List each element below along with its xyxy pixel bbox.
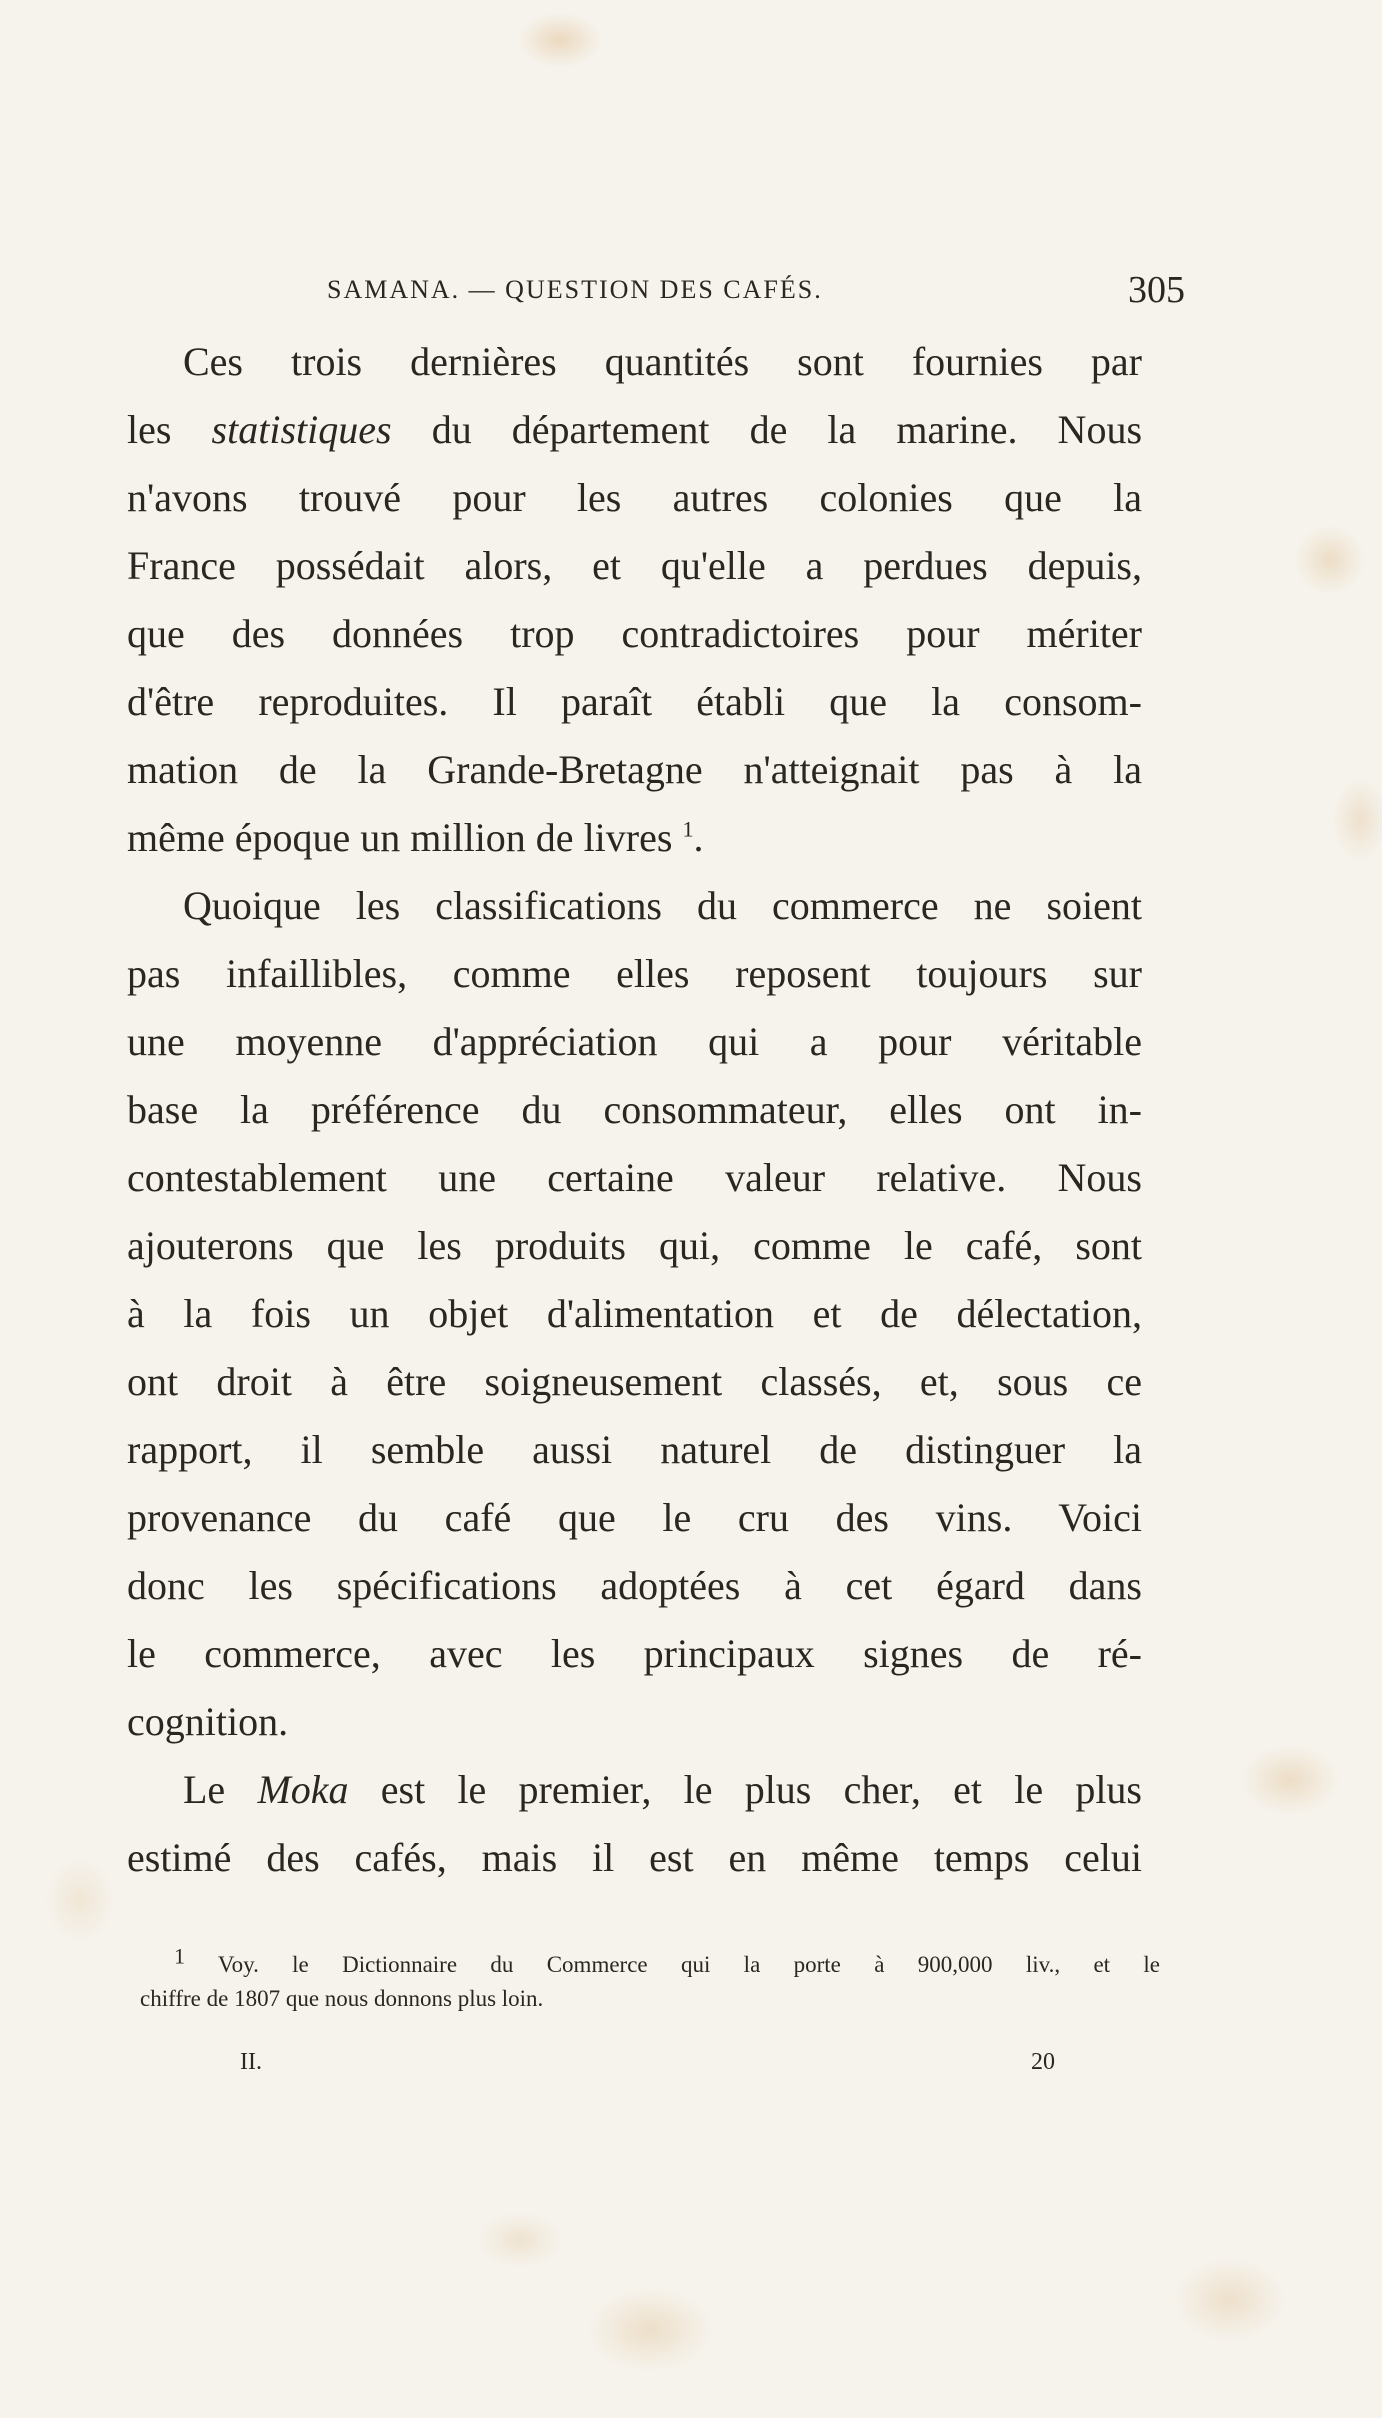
text-line: provenance du café que le cru des vins. Voici xyxy=(127,1495,1142,1540)
text-span: est le premier, le plus cher, et le plus xyxy=(380,1767,1143,1812)
text-line: Ces trois dernières quantités sont fournies par xyxy=(183,339,1142,384)
text-line xyxy=(127,396,1142,464)
signature-line xyxy=(240,2042,1055,2082)
text-line: d'être reproduites. Il paraît établi que la consom- xyxy=(127,679,1142,724)
text-line: pas infaillibles, comme elles reposent toujours sur xyxy=(127,951,1142,996)
text-line: que des données trop contradictoires pour mériter xyxy=(127,611,1142,656)
text-line: estimé des cafés, mais il est en même temps celui xyxy=(127,1835,1142,1880)
footnote-line: chiffre de 1807 que nous donnons plus loin. xyxy=(140,1986,544,2011)
text-span: du département de la marine. Nous xyxy=(431,407,1143,452)
text-span: . xyxy=(693,815,704,860)
text-line: contestablement une certaine valeur relative. Nous xyxy=(127,1155,1142,1200)
italic-term: Moka xyxy=(257,1767,349,1812)
text-span: même époque un million de livres xyxy=(127,815,673,860)
footnote-ref: 1 xyxy=(682,816,694,842)
page-number: 305 xyxy=(1128,269,1185,311)
footnote-text: Voy. le Dictionnaire du Commerce qui la porte à 900,000 liv., et le xyxy=(217,1952,1160,1977)
text-line: Quoique les classifications du commerce ne soient xyxy=(183,883,1142,928)
text-line xyxy=(127,804,1142,872)
text-line: cognition. xyxy=(127,1699,289,1744)
text-line xyxy=(127,1756,1142,1824)
text-span: les xyxy=(127,407,172,452)
text-line: France possédait alors, et qu'elle a perdues depuis, xyxy=(127,543,1142,588)
text-line: donc les spécifications adoptées à cet égard dans xyxy=(127,1563,1142,1608)
text-line: base la préférence du consommateur, elles ont in- xyxy=(127,1087,1142,1132)
text-line: le commerce, avec les principaux signes de ré- xyxy=(127,1631,1142,1676)
text-line: ont droit à être soigneusement classés, et, sous ce xyxy=(127,1359,1142,1404)
text-line: à la fois un objet d'alimentation et de délectation, xyxy=(127,1291,1142,1336)
footnote xyxy=(140,1943,1160,2016)
italic-term: statistiques xyxy=(211,407,392,452)
body-text xyxy=(127,328,1142,1892)
text-line: ajouterons que les produits qui, comme le café, sont xyxy=(127,1223,1142,1268)
volume-mark: II. xyxy=(240,2049,262,2075)
text-line: rapport, il semble aussi naturel de distinguer la xyxy=(127,1427,1142,1472)
sheet-number: 20 xyxy=(1031,2049,1055,2075)
text-span: Le xyxy=(183,1767,226,1812)
text-line: une moyenne d'appréciation qui a pour véritable xyxy=(127,1019,1142,1064)
footnote-line xyxy=(140,1943,1160,1982)
running-head xyxy=(327,265,1185,315)
footnote-marker: 1 xyxy=(174,1943,185,1969)
running-title: SAMANA. — QUESTION DES CAFÉS. xyxy=(327,275,823,304)
text-line: n'avons trouvé pour les autres colonies que la xyxy=(127,475,1142,520)
text-line: mation de la Grande-Bretagne n'atteignait pas à la xyxy=(127,747,1142,792)
